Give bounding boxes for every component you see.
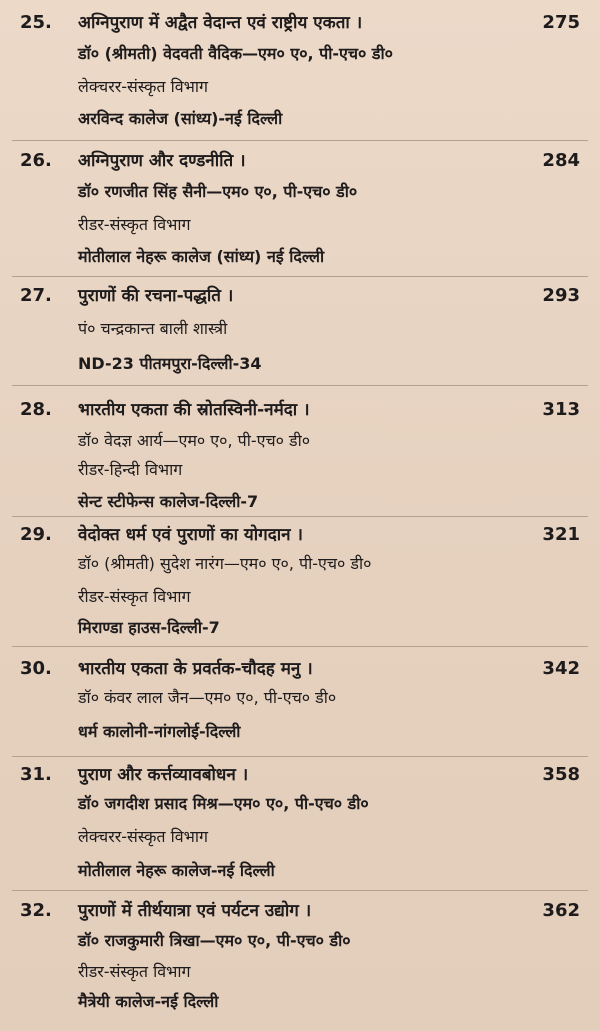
entry-author: डॉ० वेदज्ञ आर्य—एम० ए०, पी-एच० डी० xyxy=(78,431,311,450)
entry-page-number: 284 xyxy=(542,150,580,171)
entry-department: रीडर-हिन्दी विभाग xyxy=(78,460,183,479)
entry-title: भारतीय एकता की स्रोतस्विनी-नर्मदा । xyxy=(78,400,310,420)
entry-page-number: 362 xyxy=(542,900,580,921)
entry-page-number: 275 xyxy=(542,12,580,33)
entry-number: 25. xyxy=(20,12,52,33)
entry-page-number: 293 xyxy=(542,285,580,306)
entry-divider xyxy=(12,140,588,141)
entry-title: पुराणों की रचना-पद्धति । xyxy=(78,286,234,306)
entry-title: वेदोक्त धर्म एवं पुराणों का योगदान । xyxy=(78,525,303,545)
entry-address: ND-23 पीतमपुरा-दिल्ली-34 xyxy=(78,354,262,373)
entry-institution: मोतीलाल नेहरू कालेज-नई दिल्ली xyxy=(78,861,275,880)
entry-department: लेक्चरर-संस्कृत विभाग xyxy=(78,77,209,96)
entry-page-number: 321 xyxy=(542,524,580,545)
entry-page-number: 342 xyxy=(542,658,580,679)
entry-number: 30. xyxy=(20,658,52,679)
entry-title: अग्निपुराण और दण्डनीति । xyxy=(78,151,246,171)
entry-divider xyxy=(12,756,588,757)
entry-number: 29. xyxy=(20,524,52,545)
entry-author: डॉ० (श्रीमती) वेदवती वैदिक—एम० ए०, पी-एच० डी० xyxy=(78,44,393,63)
entry-author: डॉ० (श्रीमती) सुदेश नारंग—एम० ए०, पी-एच० डी० xyxy=(78,554,372,573)
entry-institution: मोतीलाल नेहरू कालेज (सांध्य) नई दिल्ली xyxy=(78,247,325,266)
entry-title: पुराणों में तीर्थयात्रा एवं पर्यटन उद्योग । xyxy=(78,901,312,921)
entry-number: 26. xyxy=(20,150,52,171)
entry-divider xyxy=(12,890,588,891)
entry-institution: मिराण्डा हाउस-दिल्ली-7 xyxy=(78,618,220,637)
entry-institution: मैत्रेयी कालेज-नई दिल्ली xyxy=(78,992,219,1011)
entry-number: 27. xyxy=(20,285,52,306)
entry-divider xyxy=(12,646,588,647)
entry-page-number: 358 xyxy=(542,764,580,785)
entry-department: रीडर-संस्कृत विभाग xyxy=(78,962,191,981)
entry-author: डॉ० जगदीश प्रसाद मिश्र—एम० ए०, पी-एच० डी० xyxy=(78,794,369,813)
entry-number: 31. xyxy=(20,764,52,785)
entry-department: लेक्चरर-संस्कृत विभाग xyxy=(78,827,209,846)
entry-author: पं० चन्द्रकान्त बाली शास्त्री xyxy=(78,319,228,338)
entry-page-number: 313 xyxy=(542,399,580,420)
entry-address: धर्म कालोनी-नांगलोई-दिल्ली xyxy=(78,722,241,741)
entry-department: रीडर-संस्कृत विभाग xyxy=(78,215,191,234)
entry-title: अग्निपुराण में अद्वैत वेदान्त एवं राष्ट्रीय एकता । xyxy=(78,13,363,33)
entry-number: 32. xyxy=(20,900,52,921)
entry-author: डॉ० राजकुमारी त्रिखा—एम० ए०, पी-एच० डी० xyxy=(78,931,351,950)
entry-author: डॉ० कंवर लाल जैन—एम० ए०, पी-एच० डी० xyxy=(78,688,337,707)
entry-department: रीडर-संस्कृत विभाग xyxy=(78,587,191,606)
entry-divider xyxy=(12,385,588,386)
entry-title: पुराण और कर्त्तव्यावबोधन । xyxy=(78,765,249,785)
entry-institution: सेन्ट स्टीफेन्स कालेज-दिल्ली-7 xyxy=(78,492,259,511)
entry-divider xyxy=(12,276,588,277)
entry-divider xyxy=(12,516,588,517)
entry-number: 28. xyxy=(20,399,52,420)
entry-institution: अरविन्द कालेज (सांध्य)-नई दिल्ली xyxy=(78,109,283,128)
entry-author: डॉ० रणजीत सिंह सैनी—एम० ए०, पी-एच० डी० xyxy=(78,182,358,201)
entry-title: भारतीय एकता के प्रवर्तक-चौदह मनु । xyxy=(78,659,313,679)
